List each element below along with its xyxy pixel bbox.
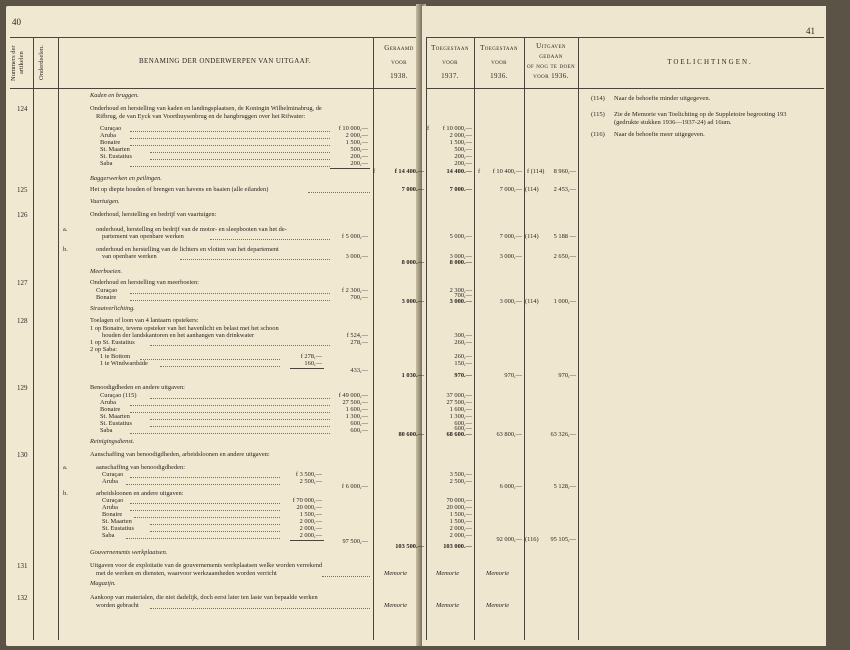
t36-value: 63 800,— bbox=[496, 431, 522, 438]
row-text: Toelagen of loon van 4 lantaarn opstekers: bbox=[90, 317, 199, 324]
sub-value: 500,— bbox=[350, 146, 368, 153]
sum-rule bbox=[330, 168, 370, 169]
u36-value: 63 326,— bbox=[550, 431, 576, 438]
row-text: Aruba bbox=[100, 399, 116, 406]
row-text: St. Eustatius bbox=[100, 420, 132, 427]
t37-value: 300,— bbox=[454, 332, 472, 339]
header-uitgaven-gedaan: gedaan bbox=[539, 52, 563, 60]
header-uitgaven: Uitgaven bbox=[536, 42, 566, 50]
t37-value: 600,— bbox=[454, 420, 472, 427]
note-ref: (114) bbox=[591, 95, 605, 102]
sub-letter: b. bbox=[63, 246, 68, 253]
section-title: Baggerwerken en peilingen. bbox=[90, 175, 162, 182]
col-divider bbox=[58, 37, 59, 640]
geraamd-total: 7 000.— bbox=[401, 186, 424, 193]
leader-dots bbox=[130, 433, 330, 434]
col-divider bbox=[474, 37, 475, 640]
sub-value: 600,— bbox=[350, 420, 368, 427]
row-text: St. Eustatius bbox=[100, 153, 132, 160]
currency-mark: f bbox=[373, 168, 376, 175]
sub-value: 600,— bbox=[350, 427, 368, 434]
note-text: Zie de Memorie van Toelichting op de Suppletoire begrooting 193 bbox=[614, 111, 787, 118]
u36-value: 970,— bbox=[558, 372, 576, 379]
t37-value: 5 000,— bbox=[449, 233, 472, 240]
leader-dots bbox=[134, 517, 280, 518]
t37-value: 3 500,— bbox=[449, 471, 472, 478]
geraamd-memorie: Memorie bbox=[384, 602, 408, 609]
sub-value: 2 000,— bbox=[299, 532, 322, 539]
t37-value: 500,— bbox=[454, 146, 472, 153]
leader-dots bbox=[150, 608, 370, 609]
leader-dots bbox=[150, 531, 280, 532]
row-text: Uitgaven voor de exploitatie van de gouvernements werkplaatsen welke worden verrekend bbox=[90, 562, 323, 569]
leader-dots bbox=[322, 576, 370, 577]
u36-ref: (114) bbox=[525, 233, 539, 240]
article-number: 128 bbox=[17, 317, 28, 325]
t37-total: 8 000.— bbox=[449, 259, 472, 266]
sub-value: 1 500,— bbox=[299, 511, 322, 518]
u36-ref: (116) bbox=[525, 536, 539, 543]
article-number: 130 bbox=[17, 451, 28, 459]
article-number: 125 bbox=[17, 186, 28, 194]
sub-value: f 70 000,— bbox=[292, 497, 322, 504]
header-toegestaan-1937-jaar: 1937. bbox=[441, 72, 459, 80]
section-title: Meerboeien. bbox=[90, 268, 123, 275]
row-text: Het op diepte houden of brengen van havens en baaien (alle eilanden) bbox=[90, 186, 269, 193]
header-geraamd-jaar: 1938. bbox=[390, 72, 408, 80]
t37-value: f 10 000,— bbox=[442, 125, 472, 132]
sub-value: f 6 000,— bbox=[341, 483, 368, 490]
row-text: Bonaire bbox=[102, 511, 123, 518]
u36-value: 2 650,— bbox=[553, 253, 576, 260]
sub-value: f 5 000,— bbox=[341, 233, 368, 240]
sub-value: f 524,— bbox=[346, 332, 368, 339]
row-text: Onderhoud en herstelling van meerboeien: bbox=[90, 279, 199, 286]
t37-value: 1 500,— bbox=[449, 518, 472, 525]
sub-value: f 2 300,— bbox=[341, 287, 368, 294]
header-toegestaan-1936: Toegestaan bbox=[480, 44, 518, 52]
row-text: van openbare werken bbox=[102, 253, 157, 260]
row-text: 2 op Saba: bbox=[90, 346, 117, 353]
sub-value: 2 000,— bbox=[299, 525, 322, 532]
header-uitgaven-doen: of nog te doen bbox=[526, 62, 576, 70]
leader-dots bbox=[160, 366, 280, 367]
row-text: St. Eustatius bbox=[102, 525, 134, 532]
header-uitgaven-jaar: voor 1936. bbox=[533, 72, 569, 80]
header-bottom-rule bbox=[10, 88, 416, 89]
leader-dots bbox=[130, 405, 330, 406]
geraamd-total: 3 000.— bbox=[401, 298, 424, 305]
sub-value: 2 500,— bbox=[299, 478, 322, 485]
article-number: 132 bbox=[17, 594, 28, 602]
t36-value: 7 000,— bbox=[499, 233, 522, 240]
note-text: Naar de behoefte meer uitgegeven. bbox=[614, 131, 705, 138]
t37-value: 2 300,— bbox=[449, 287, 472, 294]
u36-value: 1 000,— bbox=[553, 298, 576, 305]
row-text: Saba bbox=[102, 532, 115, 539]
sub-value: 278,— bbox=[350, 339, 368, 346]
t37-value: 3 000,— bbox=[449, 253, 472, 260]
header-onderdeelen: Onderdeelen. bbox=[38, 45, 45, 81]
leader-dots bbox=[130, 503, 280, 504]
article-number: 124 bbox=[17, 105, 28, 113]
header-geraamd: Geraamd bbox=[384, 44, 414, 52]
t37-total: 970.— bbox=[454, 372, 472, 379]
row-text: Curaçao bbox=[102, 497, 124, 504]
sub-value: 2 000,— bbox=[299, 518, 322, 525]
row-text: Onderhoud, herstelling en bedrijf van vaartuigen: bbox=[90, 211, 217, 218]
col-divider bbox=[33, 37, 34, 640]
row-text: Curaçao bbox=[96, 287, 118, 294]
u36-ref: (114) bbox=[525, 298, 539, 305]
leader-dots bbox=[130, 412, 330, 413]
sub-value: 20 000,— bbox=[296, 504, 322, 511]
row-text: houden der landskantoren en het aanhangen van drinkwater bbox=[102, 332, 255, 339]
col-divider bbox=[578, 37, 579, 640]
sub-value: 700,— bbox=[350, 294, 368, 301]
leader-dots bbox=[130, 477, 280, 478]
header-nummers: Nummers der artikelen bbox=[10, 45, 25, 81]
t37-value: 1 300,— bbox=[449, 413, 472, 420]
sub-value: 1 300,— bbox=[345, 413, 368, 420]
article-number: 131 bbox=[17, 562, 28, 570]
sub-value: 200,— bbox=[350, 153, 368, 160]
t37-total: 3 000.— bbox=[449, 298, 472, 305]
t37-total: 68 600.— bbox=[446, 431, 472, 438]
row-text: met de werken en diensten, waarvoor werkzaamheden worden verricht bbox=[96, 570, 277, 577]
t37-total: 7 000.— bbox=[449, 186, 472, 193]
leader-dots bbox=[126, 538, 280, 539]
t37-value: 27 500,— bbox=[446, 399, 472, 406]
sub-value: 27 500,— bbox=[342, 399, 368, 406]
t37-value: 2 000,— bbox=[449, 525, 472, 532]
u36-value: 8 960,— bbox=[553, 168, 576, 175]
row-text: worden gebracht bbox=[96, 602, 139, 609]
leader-dots bbox=[180, 259, 330, 260]
t37-value: 200,— bbox=[454, 153, 472, 160]
t37-value: 700,— bbox=[454, 292, 472, 299]
col-divider bbox=[524, 37, 525, 640]
header-geraamd-voor: voor bbox=[391, 58, 407, 66]
sub-value: f 278,— bbox=[300, 353, 322, 360]
article-number: 127 bbox=[17, 279, 28, 287]
leader-dots bbox=[130, 138, 330, 139]
geraamd-total: 1 030.— bbox=[401, 372, 424, 379]
header-benaming: BENAMING DER ONDERWERPEN VAN UITGAAF. bbox=[138, 57, 312, 65]
sub-value: f 49 000,— bbox=[338, 392, 368, 399]
leader-dots bbox=[308, 192, 370, 193]
geraamd-memorie: Memorie bbox=[384, 570, 408, 577]
geraamd-total: 80 600.— bbox=[398, 431, 424, 438]
section-title: Magazijn. bbox=[90, 580, 116, 587]
note-ref: (116) bbox=[591, 131, 605, 138]
t37-value: 200,— bbox=[454, 160, 472, 167]
row-text: Aruba bbox=[102, 478, 118, 485]
row-text: St. Maarten bbox=[102, 518, 132, 525]
leader-dots bbox=[130, 166, 330, 167]
t36-value: 970,— bbox=[504, 372, 522, 379]
row-text: Curaçao bbox=[100, 125, 122, 132]
leader-dots bbox=[126, 484, 280, 485]
sub-value: 2 000,— bbox=[345, 132, 368, 139]
leader-dots bbox=[130, 510, 280, 511]
section-title: Kaden en bruggen. bbox=[90, 92, 139, 99]
header-toegestaan-1936-voor: voor bbox=[491, 58, 507, 66]
t36-value: 3 000,— bbox=[499, 298, 522, 305]
note-ref: (115) bbox=[591, 111, 605, 118]
row-text: partement van openbare werken bbox=[102, 233, 184, 240]
t36-value: 6 000,— bbox=[499, 483, 522, 490]
t37-value: 1 600,— bbox=[449, 406, 472, 413]
row-text: Curaçao bbox=[102, 471, 124, 478]
sub-letter: a. bbox=[63, 226, 68, 233]
row-text: St. Maarten bbox=[100, 413, 130, 420]
page-number-right: 41 bbox=[806, 26, 815, 36]
section-title: Gouvernements werkplaatsen. bbox=[90, 549, 168, 556]
t36-value: 92 000,— bbox=[496, 536, 522, 543]
note-text: Naar de behoefte minder uitgegeven. bbox=[614, 95, 711, 102]
row-text: 1 op Bonaire, tevens opsteker van het havenlicht en belast met het schoon bbox=[90, 325, 279, 332]
row-text: Aruba bbox=[102, 504, 118, 511]
t36-value: 7 000,— bbox=[499, 186, 522, 193]
header-toegestaan-1936-jaar: 1936. bbox=[490, 72, 508, 80]
t37-value: 2 000,— bbox=[449, 132, 472, 139]
row-text: Saba bbox=[100, 427, 113, 434]
leader-dots bbox=[130, 145, 330, 146]
u36-value: 2 453,— bbox=[553, 186, 576, 193]
row-text: Onderhoud en herstelling van kaden en landingsplaatsen, de Koningin Wilhelminabrug, de bbox=[90, 105, 322, 112]
row-text: Bonaire bbox=[100, 139, 121, 146]
u36-value: 5 188 — bbox=[553, 233, 576, 240]
section-title: Straatverlichting. bbox=[90, 305, 135, 312]
t37-memorie: Memorie bbox=[436, 602, 460, 609]
row-text: 1 te Bottom bbox=[100, 353, 131, 360]
leader-dots bbox=[150, 345, 330, 346]
geraamd-total: 103 500.— bbox=[395, 543, 424, 550]
section-title: Vaartuigen. bbox=[90, 198, 120, 205]
table-top-rule bbox=[10, 37, 416, 38]
currency-mark: f bbox=[478, 168, 481, 175]
sub-value: 3 000,— bbox=[345, 253, 368, 260]
sub-value: f 10 000,— bbox=[338, 125, 368, 132]
t37-value: 20 000,— bbox=[446, 504, 472, 511]
row-text: Rifbrug, de van Eyck van Voorthuysenbrug en de hangbruggen over het Rifwater: bbox=[96, 113, 306, 120]
row-text: Curaçao (115) bbox=[100, 392, 137, 399]
note-text: (gedrukte stukken 1936—1937-24) ad 16um. bbox=[614, 119, 732, 126]
header-bottom-rule-right bbox=[426, 88, 824, 89]
article-number: 129 bbox=[17, 384, 28, 392]
row-text: 1 te Windwardside bbox=[100, 360, 148, 367]
leader-dots bbox=[150, 159, 330, 160]
row-text: aanschaffing van benoodigdheden: bbox=[96, 464, 185, 471]
row-text: 1 op St. Eustatius bbox=[90, 339, 135, 346]
leader-dots bbox=[130, 131, 330, 132]
t37-value: 1 500,— bbox=[449, 511, 472, 518]
header-toelichtingen: TOELICHTINGEN. bbox=[667, 58, 753, 66]
leader-dots bbox=[150, 152, 330, 153]
t37-total: 14 400.— bbox=[446, 168, 472, 175]
row-text: Bonaire bbox=[96, 294, 117, 301]
t36-memorie: Memorie bbox=[486, 570, 510, 577]
sub-value: 97 500,— bbox=[342, 538, 368, 545]
sub-value: f 3 500,— bbox=[295, 471, 322, 478]
leader-dots bbox=[150, 426, 330, 427]
section-title: Reinigingsdienst. bbox=[90, 438, 135, 445]
t36-memorie: Memorie bbox=[486, 602, 510, 609]
u36-value: 5 128,— bbox=[553, 483, 576, 490]
t37-total: 103 000.— bbox=[443, 543, 472, 550]
leader-dots bbox=[140, 359, 280, 360]
t36-value: 3 000,— bbox=[499, 253, 522, 260]
row-text: St. Maarten bbox=[100, 146, 130, 153]
sub-value: 433,— bbox=[350, 367, 368, 374]
row-text: Aanschaffing van benoodigdheden, arbeidsloonen en andere uitgaven: bbox=[90, 451, 270, 458]
article-number: 126 bbox=[17, 211, 28, 219]
t37-value: 260,— bbox=[454, 339, 472, 346]
t37-value: 1 500,— bbox=[449, 139, 472, 146]
t36-value: f 10 400,— bbox=[492, 168, 522, 175]
u36-ref: (114) bbox=[525, 186, 539, 193]
header-toegestaan-1937: Toegestaan bbox=[431, 44, 469, 52]
row-text: Benoodigdheden en andere uitgaven: bbox=[90, 384, 185, 391]
t37-value: 70 000,— bbox=[446, 497, 472, 504]
currency-mark: f bbox=[427, 125, 430, 132]
sub-letter: a. bbox=[63, 464, 68, 471]
row-text: Saba bbox=[100, 160, 113, 167]
leader-dots bbox=[150, 524, 280, 525]
t37-value: 2 500,— bbox=[449, 478, 472, 485]
sub-value: 200,— bbox=[350, 160, 368, 167]
t37-value: 2 000,— bbox=[449, 532, 472, 539]
row-text: arbeidsloonen en andere uitgaven: bbox=[96, 490, 184, 497]
geraamd-total: 8 000.— bbox=[401, 259, 424, 266]
leader-dots bbox=[130, 300, 330, 301]
t37-value: 600,— bbox=[454, 425, 472, 432]
t37-memorie: Memorie bbox=[436, 570, 460, 577]
t37-value: 260,— bbox=[454, 353, 472, 360]
sub-letter: b. bbox=[63, 490, 68, 497]
leader-dots bbox=[150, 398, 330, 399]
leader-dots bbox=[130, 293, 330, 294]
sub-value: 160,— bbox=[304, 360, 322, 367]
sub-value: 1 600,— bbox=[345, 406, 368, 413]
sub-value: 1 500,— bbox=[345, 139, 368, 146]
table-top-rule-right bbox=[426, 37, 824, 38]
row-text: Aankoop van materialen, die niet dadelijk, doch eerst later ten laste van bepaalde werken bbox=[90, 594, 318, 601]
row-text: onderhoud en herstelling van de lichters en vlotten van het departement bbox=[96, 246, 279, 253]
t37-value: 37 000,— bbox=[446, 392, 472, 399]
u36-value: 95 105,— bbox=[550, 536, 576, 543]
page-number-left: 40 bbox=[12, 17, 21, 27]
row-text: Aruba bbox=[100, 132, 116, 139]
leader-dots bbox=[150, 419, 330, 420]
u36-ref: f (114) bbox=[527, 168, 545, 175]
row-text: onderhoud, herstelling en bedrijf van de motor- en sleepbooten van het de- bbox=[96, 226, 287, 233]
geraamd-total: f 14 400.— bbox=[394, 168, 424, 175]
header-toegestaan-1937-voor: voor bbox=[442, 58, 458, 66]
row-text: Bonaire bbox=[100, 406, 121, 413]
t37-value: 150,— bbox=[454, 360, 472, 367]
